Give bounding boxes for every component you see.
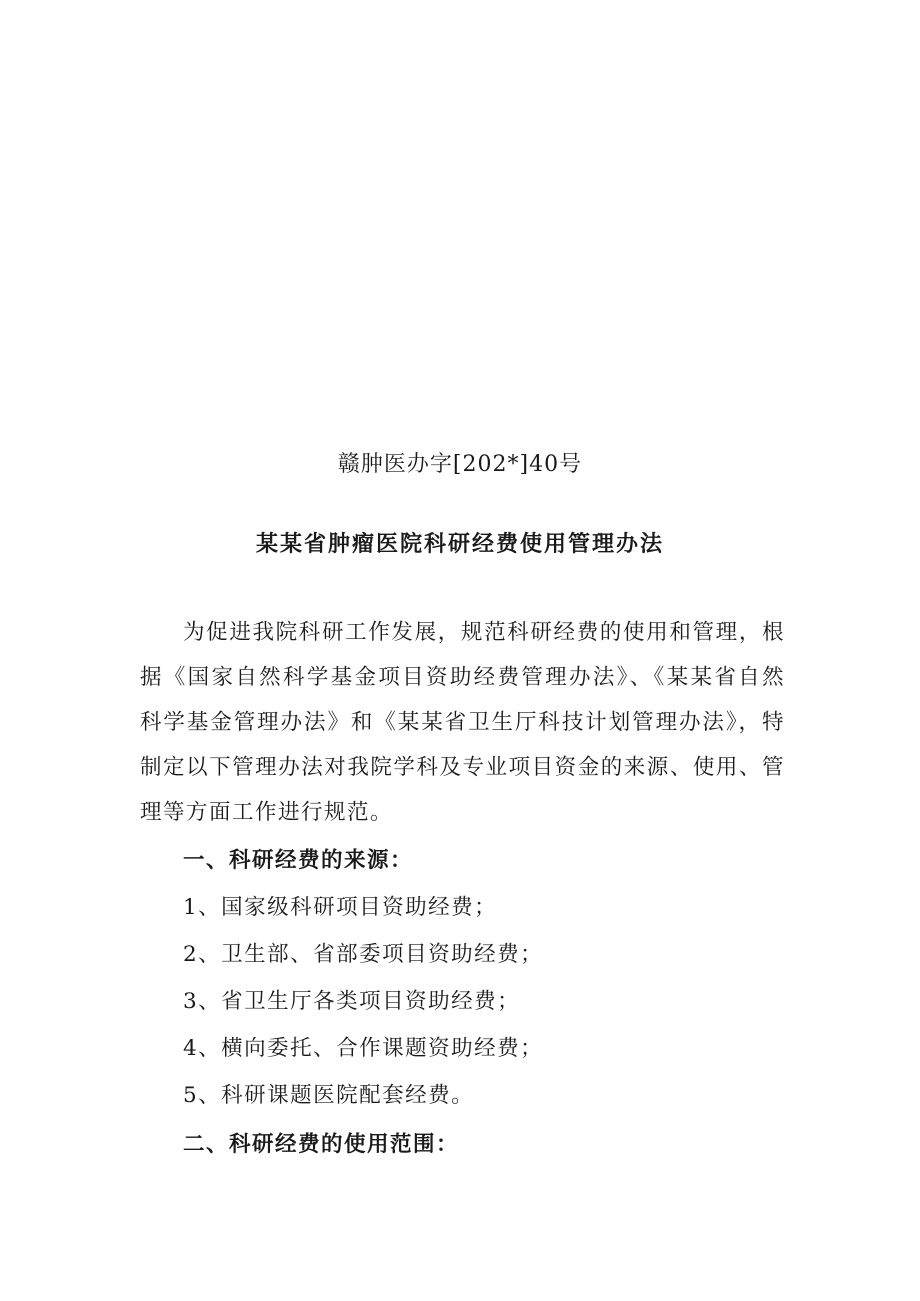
list-item: 4、横向委托、合作课题资助经费； bbox=[183, 1036, 544, 1061]
list-item: 1、国家级科研项目资助经费； bbox=[183, 895, 498, 920]
list-item: 5、科研课题医院配套经费。 bbox=[183, 1083, 475, 1108]
list-item: 3、省卫生厅各类项目资助经费； bbox=[183, 989, 521, 1014]
document-body bbox=[140, 610, 785, 1168]
section-heading-sources: 一、科研经费的来源： bbox=[183, 848, 414, 873]
section-heading-usage: 二、科研经费的使用范围： bbox=[183, 1132, 460, 1157]
intro-paragraph: 为促进我院科研工作发展，规范科研经费的使用和管理，根据《国家自然科学基金项目资助经费管理办法》、《某某省自然科学基金管理办法》和《某某省卫生厅科技计划管理办法》，特制定以下管理办法对我院学科及专业项目资金的来源、使用、管理等方面工作进行规范。 bbox=[140, 620, 785, 825]
list-item: 2、卫生部、省部委项目资助经费； bbox=[183, 942, 544, 967]
document-number: 赣肿医办字[202*]40号 bbox=[337, 452, 583, 477]
document-title: 某某省肿瘤医院科研经费使用管理办法 bbox=[255, 531, 664, 557]
